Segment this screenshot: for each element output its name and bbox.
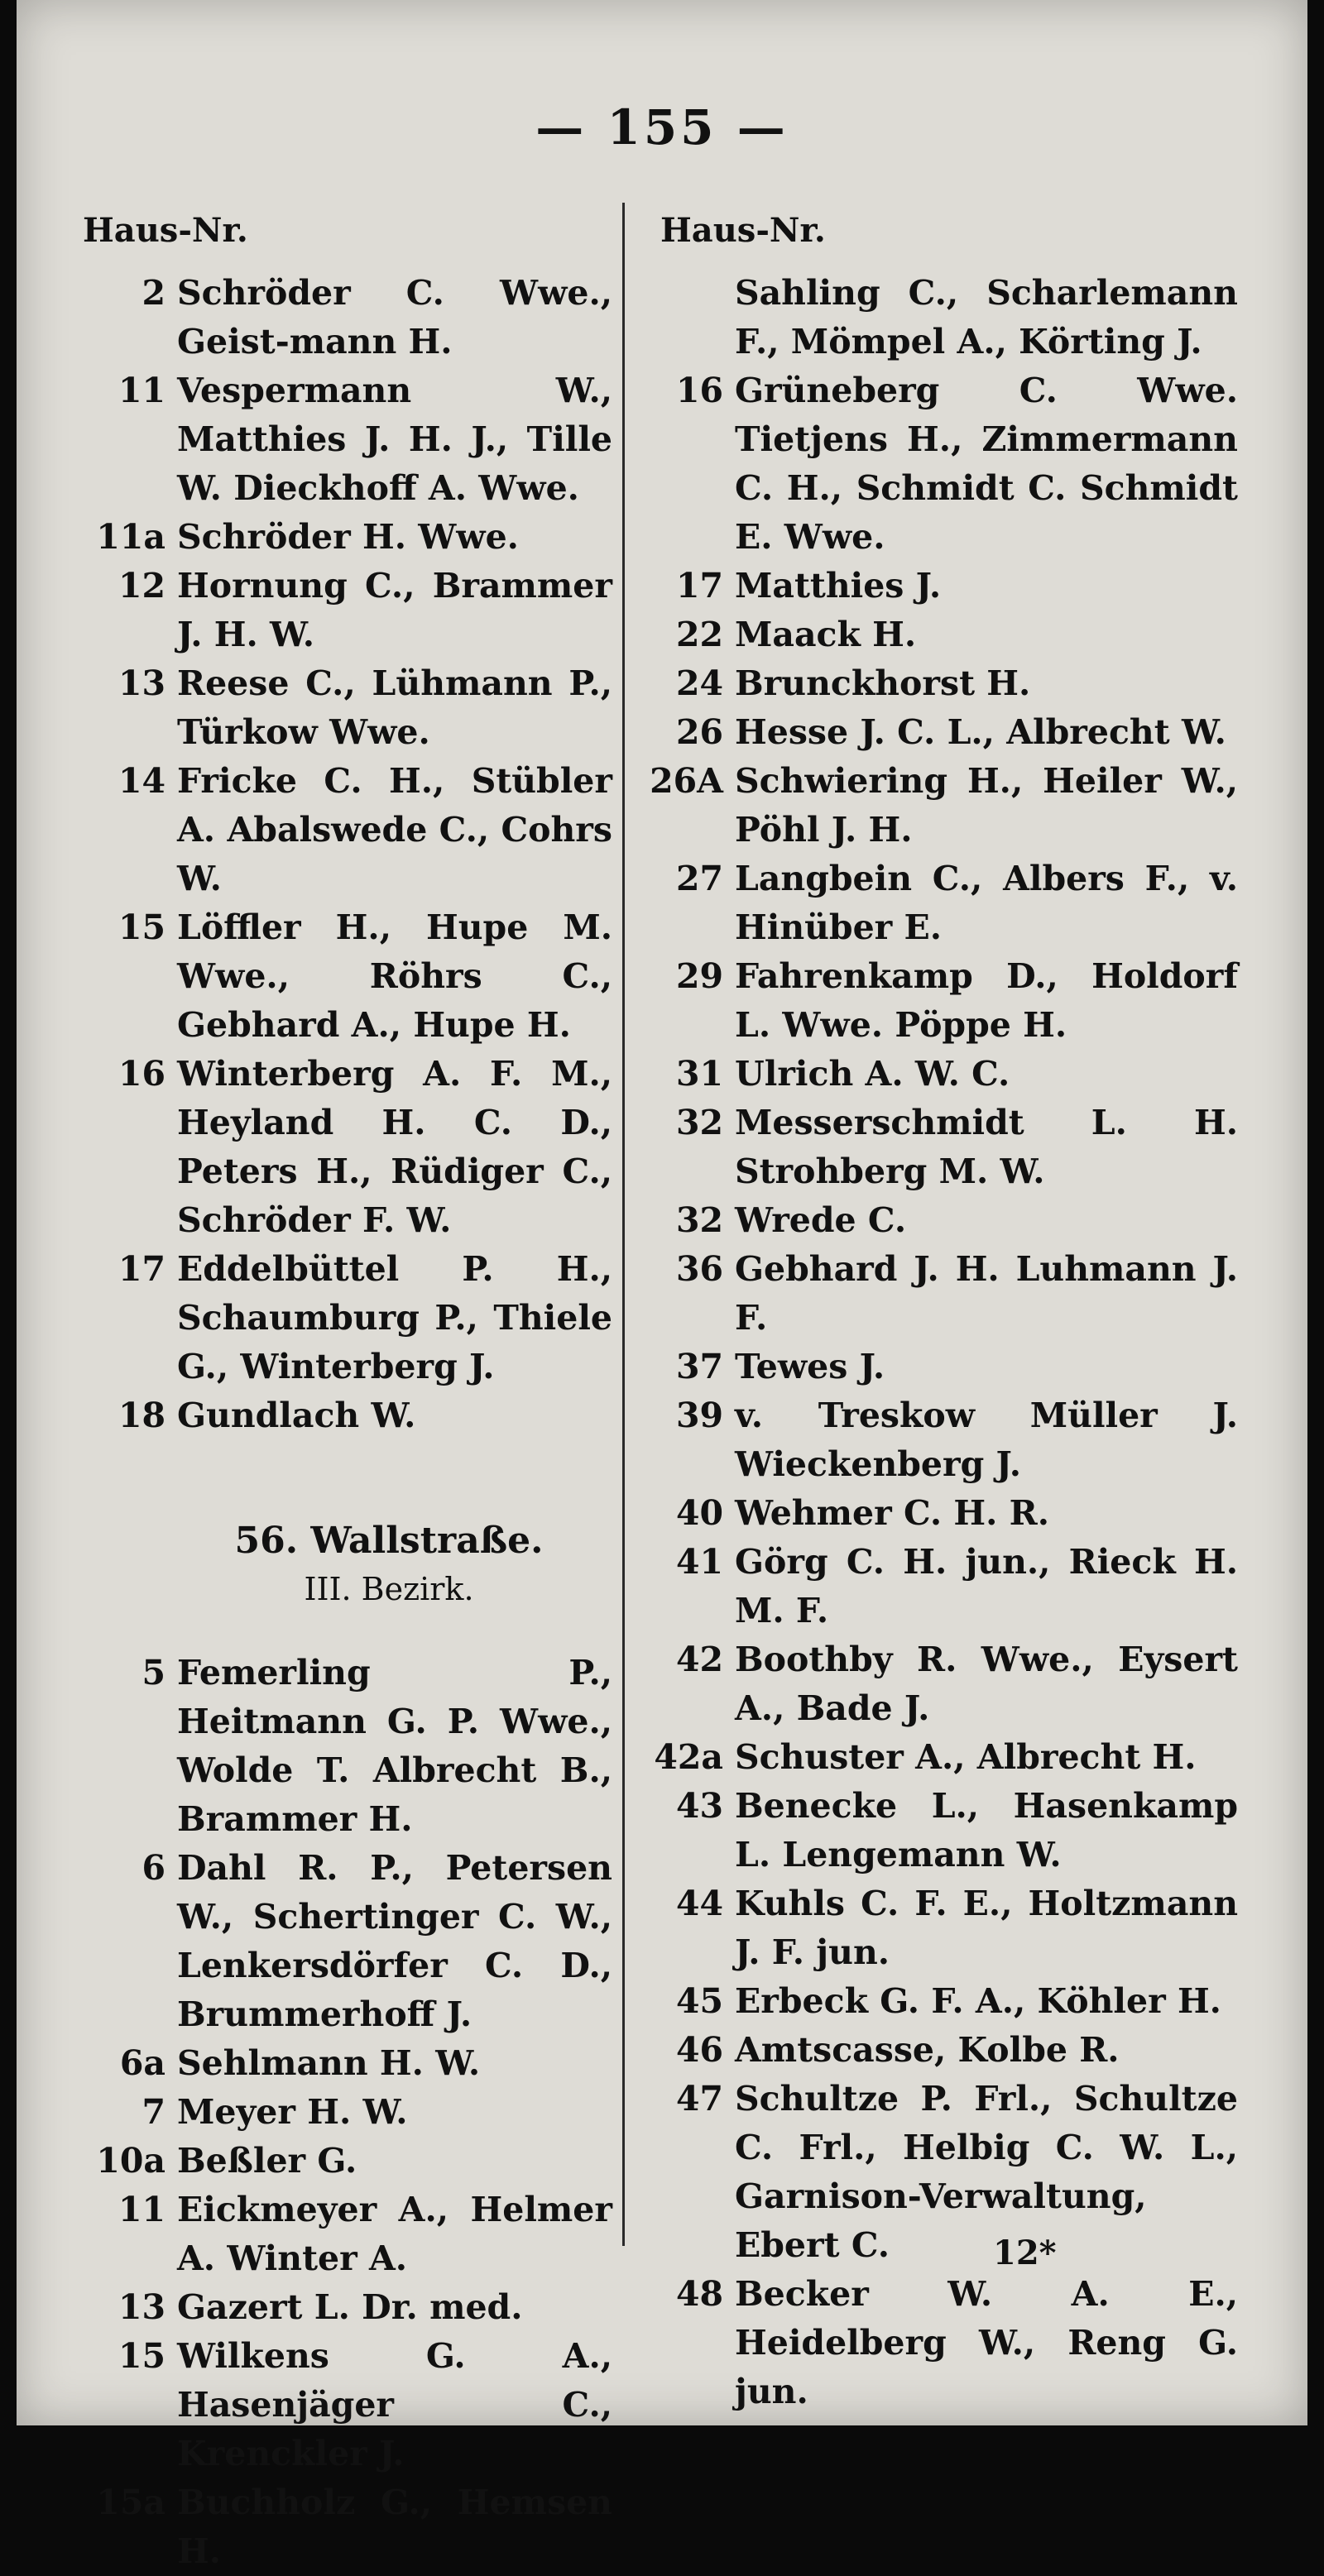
resident-names: Meyer H. W.	[177, 2092, 408, 2132]
directory-entry	[642, 1099, 1238, 1196]
house-number: 11	[118, 371, 166, 410]
resident-names: Hesse J. C. L., Albrecht W.	[735, 712, 1226, 752]
right-column-header: Haus-Nr.	[660, 211, 826, 250]
column-divider	[622, 203, 625, 2246]
directory-entry	[66, 2283, 612, 2332]
house-number: 29	[675, 956, 723, 996]
left-column-header: Haus-Nr.	[83, 211, 248, 250]
house-number: 44	[675, 1884, 723, 1923]
house-number: 11	[118, 2190, 166, 2229]
house-number: 42a	[654, 1737, 723, 1777]
directory-entry	[66, 659, 612, 757]
resident-names: Buchholz G., Hemsen H.	[177, 2483, 612, 2571]
resident-names: Benecke L., Hasenkamp L. Lengemann W.	[735, 1786, 1238, 1875]
directory-entry	[66, 1391, 612, 1440]
directory-entry	[642, 1343, 1238, 1391]
directory-entry	[642, 659, 1238, 708]
directory-entry	[642, 269, 1238, 366]
directory-entry	[66, 562, 612, 659]
directory-entry	[642, 1538, 1238, 1635]
house-number: 32	[675, 1103, 723, 1142]
directory-entry	[66, 2186, 612, 2283]
resident-names: Hornung C., Brammer J. H. W.	[177, 566, 612, 654]
house-number: 12	[118, 566, 166, 606]
resident-names: Grüneberg C. Wwe. Tietjens H., Zimmermann C. H., Schmidt C. Schmidt E. Wwe.	[735, 371, 1238, 557]
directory-entry	[66, 2478, 612, 2576]
directory-entry	[642, 1635, 1238, 1733]
resident-names: Winterberg A. F. M., Heyland H. C. D., Peters H., Rüdiger C., Schröder F. W.	[177, 1054, 612, 1240]
directory-entry	[66, 1649, 612, 1844]
resident-names: Görg C. H. jun., Rieck H. M. F.	[735, 1542, 1238, 1630]
directory-entry	[66, 2088, 612, 2137]
printer-signature: 12*	[993, 2234, 1057, 2272]
document-page	[17, 0, 1307, 2571]
resident-names: Eddelbüttel P. H., Schaumburg P., Thiele G., Winterberg J.	[177, 1249, 612, 1386]
house-number: 16	[118, 1054, 166, 1094]
resident-names: Matthies J.	[735, 566, 942, 606]
resident-names: Maack H.	[735, 615, 917, 654]
resident-names: Löffler H., Hupe M. Wwe., Röhrs C., Gebhard A., Hupe H.	[177, 907, 612, 1045]
right-column	[642, 269, 1238, 2416]
resident-names: Femerling P., Heitmann G. P. Wwe., Wolde T. Albrecht B., Brammer H.	[177, 1653, 612, 1839]
resident-names: Wehmer C. H. R.	[735, 1493, 1050, 1533]
resident-names: Gazert L. Dr. med.	[177, 2287, 523, 2327]
directory-entry	[66, 513, 612, 562]
resident-names: Sehlmann H. W.	[177, 2043, 481, 2083]
house-number: 17	[675, 566, 723, 606]
resident-names: Eickmeyer A., Helmer A. Winter A.	[177, 2190, 612, 2278]
directory-entry	[642, 1782, 1238, 1879]
directory-entry	[642, 2026, 1238, 2075]
directory-entry	[66, 2137, 612, 2186]
house-number: 6	[142, 1848, 166, 1888]
directory-entry	[642, 1879, 1238, 1977]
directory-entry	[642, 757, 1238, 855]
house-number: 22	[675, 615, 723, 654]
resident-names: Becker W. A. E., Heidelberg W., Reng G. jun.	[735, 2274, 1238, 2411]
directory-entry	[66, 1844, 612, 2039]
house-number: 13	[118, 2287, 166, 2327]
house-number: 26	[675, 712, 723, 752]
directory-entry	[66, 1050, 612, 1245]
resident-names: Dahl R. P., Petersen W., Schertinger C. W., Lenkersdörfer C. D., Brummerhoff J.	[177, 1848, 612, 2034]
house-number: 31	[675, 1054, 723, 1094]
directory-entry	[642, 952, 1238, 1050]
house-number: 40	[675, 1493, 723, 1533]
left-entries-a	[66, 269, 612, 1440]
house-number: 7	[142, 2092, 166, 2132]
house-number: 45	[675, 1981, 723, 2021]
directory-entry	[66, 2332, 612, 2478]
directory-entry	[66, 366, 612, 513]
house-number: 17	[118, 1249, 166, 1289]
resident-names: Wilkens G. A., Hasenjäger C., Krenckler J.	[177, 2336, 612, 2473]
resident-names: Boothby R. Wwe., Eysert A., Bade J.	[735, 1640, 1238, 1728]
resident-names: Fricke C. H., Stübler A. Abalswede C., Cohrs W.	[177, 761, 612, 898]
directory-entry	[642, 855, 1238, 952]
house-number: 26A	[650, 761, 723, 801]
directory-entry	[642, 562, 1238, 610]
directory-entry	[66, 2039, 612, 2088]
page-number: — 155 —	[535, 99, 789, 156]
left-entries-b	[66, 1649, 612, 2576]
resident-names: Erbeck G. F. A., Köhler H.	[735, 1981, 1221, 2021]
house-number: 15a	[96, 2483, 166, 2522]
directory-entry	[642, 1733, 1238, 1782]
resident-names: Tewes J.	[735, 1347, 885, 1386]
house-number: 10a	[96, 2141, 166, 2181]
resident-names: v. Treskow Müller J. Wieckenberg J.	[735, 1396, 1238, 1484]
house-number: 27	[675, 859, 723, 898]
resident-names: Wrede C.	[735, 1200, 907, 1240]
house-number: 46	[675, 2030, 723, 2070]
resident-names: Messerschmidt L. H. Strohberg M. W.	[735, 1103, 1238, 1191]
house-number: 24	[675, 663, 723, 703]
resident-names: Gebhard J. H. Luhmann J. F.	[735, 1249, 1238, 1338]
directory-entry	[642, 1050, 1238, 1099]
directory-entry	[642, 610, 1238, 659]
directory-entry	[642, 2270, 1238, 2416]
resident-names: Amtscasse, Kolbe R.	[735, 2030, 1120, 2070]
resident-names: Schuster A., Albrecht H.	[735, 1737, 1197, 1777]
directory-entry	[642, 2075, 1238, 2270]
house-number: 47	[675, 2079, 723, 2119]
resident-names: Vespermann W., Matthies J. H. J., Tille W. Dieckhoff A. Wwe.	[177, 371, 612, 508]
resident-names: Kuhls C. F. E., Holtzmann J. F. jun.	[735, 1884, 1238, 1972]
resident-names: Beßler G.	[177, 2141, 357, 2181]
directory-entry	[642, 366, 1238, 562]
house-number: 32	[675, 1200, 723, 1240]
resident-names: Fahrenkamp D., Holdorf L. Wwe. Pöppe H.	[735, 956, 1238, 1045]
house-number: 11a	[96, 517, 166, 557]
section-title: 56. Wallstraße.	[234, 1520, 544, 1562]
house-number: 36	[675, 1249, 723, 1289]
house-number: 14	[118, 761, 166, 801]
house-number: 39	[675, 1396, 723, 1435]
house-number: 18	[118, 1396, 166, 1435]
house-number: 42	[675, 1640, 723, 1679]
right-entries	[642, 269, 1238, 2416]
resident-names: Reese C., Lühmann P., Türkow Wwe.	[177, 663, 612, 752]
resident-names: Ulrich A. W. C.	[735, 1054, 1010, 1094]
directory-entry	[642, 708, 1238, 757]
directory-entry	[642, 1489, 1238, 1538]
house-number: 6a	[119, 2043, 166, 2083]
directory-entry	[642, 1245, 1238, 1343]
house-number: 15	[118, 907, 166, 947]
resident-names: Schröder H. Wwe.	[177, 517, 519, 557]
house-number: 16	[675, 371, 723, 410]
section-subtitle: III. Bezirk.	[304, 1571, 474, 1607]
directory-entry	[66, 269, 612, 366]
directory-entry	[66, 757, 612, 903]
resident-names: Langbein C., Albers F., v. Hinüber E.	[735, 859, 1238, 947]
house-number: 37	[675, 1347, 723, 1386]
resident-names: Sahling C., Scharlemann F., Mömpel A., Körting J.	[735, 273, 1238, 362]
directory-entry	[642, 1196, 1238, 1245]
house-number: 41	[675, 1542, 723, 1582]
house-number	[642, 269, 735, 366]
resident-names: Brunckhorst H.	[735, 663, 1031, 703]
house-number: 13	[118, 663, 166, 703]
house-number: 2	[142, 273, 166, 313]
directory-entry	[642, 1977, 1238, 2026]
house-number: 15	[118, 2336, 166, 2376]
directory-entry	[66, 903, 612, 1050]
directory-entry	[642, 1391, 1238, 1489]
resident-names: Schultze P. Frl., Schultze C. Frl., Helbig C. W. L., Garnison-Verwaltung, Ebert C.	[735, 2079, 1238, 2265]
resident-names: Gundlach W.	[177, 1396, 416, 1435]
house-number: 43	[675, 1786, 723, 1826]
street-section	[166, 1516, 612, 1612]
directory-entry	[66, 1245, 612, 1391]
left-column	[66, 269, 612, 2576]
house-number: 5	[142, 1653, 166, 1693]
resident-names: Schröder C. Wwe., Geist-mann H.	[177, 273, 612, 362]
resident-names: Schwiering H., Heiler W., Pöhl J. H.	[735, 761, 1238, 850]
house-number: 48	[675, 2274, 723, 2314]
